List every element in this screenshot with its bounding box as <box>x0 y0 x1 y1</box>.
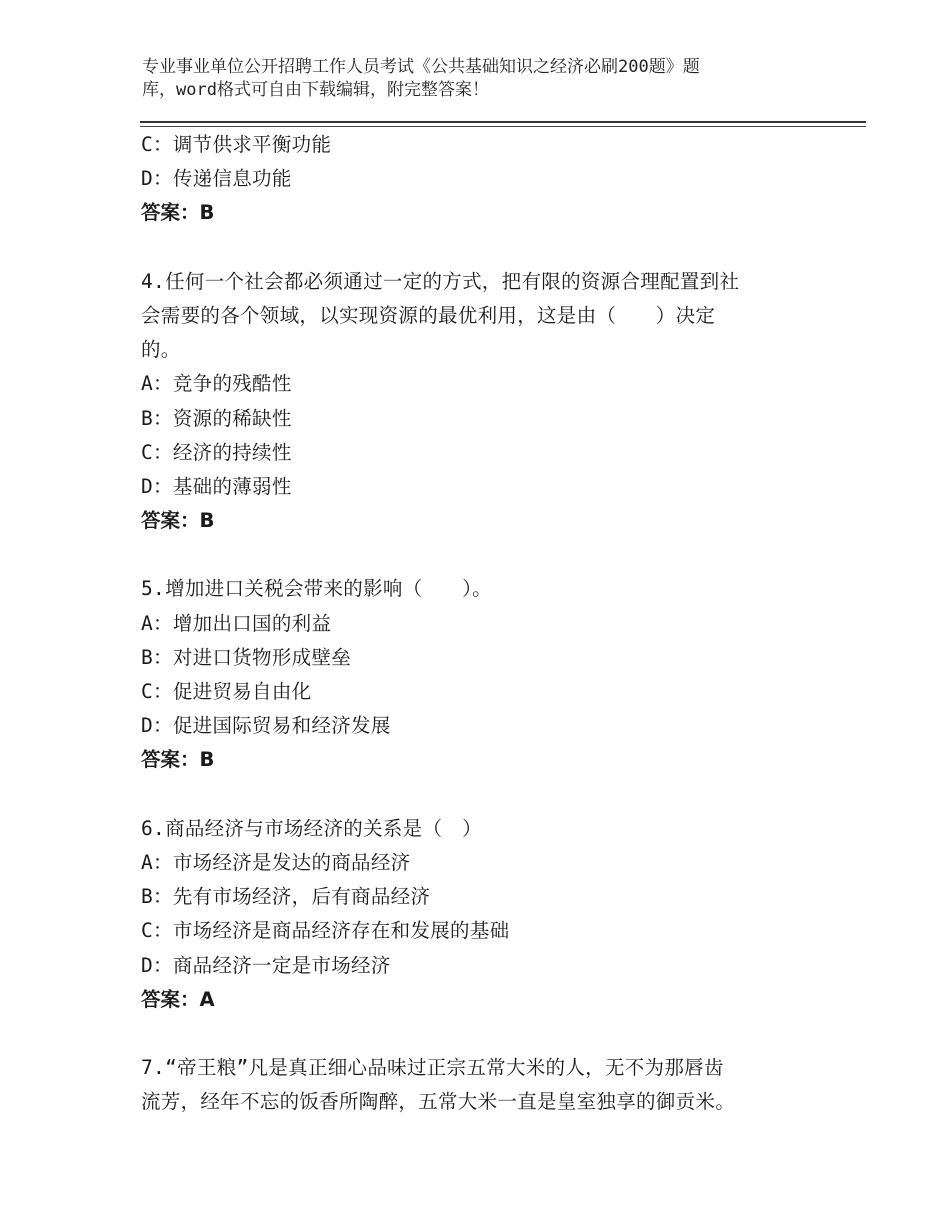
option-d: D：传递信息功能 <box>141 167 292 191</box>
option-d: D：基础的薄弱性 <box>141 474 292 498</box>
option-c: C：市场经济是商品经济存在和发展的基础 <box>141 919 510 943</box>
option-a: A：增加出口国的利益 <box>141 611 332 635</box>
question-stem-line: 6.商品经济与市场经济的关系是（ ） <box>141 816 482 840</box>
option-a: A：竞争的残酷性 <box>141 372 292 396</box>
question-stem-line: 会需要的各个领域，以实现资源的最优利用，这是由（ ）决定 <box>141 303 716 327</box>
question-stem-line: 的。 <box>141 338 181 362</box>
question-stem-line: 流芳，经年不忘的饭香所陶醉，五常大米一直是皇室独享的御贡米。 <box>141 1090 736 1114</box>
answer-line: 答案：B <box>141 509 215 533</box>
question-block-7 <box>141 1051 841 1119</box>
header-line-2: 库，word格式可自由下载编辑，附完整答案！ <box>142 80 489 100</box>
header-line-1: 专业事业单位公开招聘工作人员考试《公共基础知识之经济必刷200题》题 <box>142 57 700 77</box>
question-stem-line: 7.“帝王粮”凡是真正细心品味过正宗五常大米的人，无不为那唇齿 <box>141 1056 724 1080</box>
spacer <box>141 231 841 265</box>
option-b: B：先有市场经济，后有商品经济 <box>141 885 431 909</box>
spacer <box>141 538 841 572</box>
question-stem-line: 5.增加进口关税会带来的影响（ ）。 <box>141 577 492 601</box>
answer-line: 答案：B <box>141 201 215 225</box>
header-divider-thick <box>140 121 866 123</box>
option-b: B：对进口货物形成壁垒 <box>141 645 352 669</box>
option-d: D：商品经济一定是市场经济 <box>141 953 391 977</box>
header-divider-thin <box>140 126 866 127</box>
document-body <box>141 128 841 1119</box>
option-c: C：促进贸易自由化 <box>141 680 312 703</box>
option-b: B：资源的稀缺性 <box>141 406 292 430</box>
question-stem-line: 4.任何一个社会都必须通过一定的方式，把有限的资源合理配置到社 <box>141 269 740 293</box>
option-c: C：调节供求平衡功能 <box>141 133 332 156</box>
question-block-4 <box>141 265 841 539</box>
question-block-6 <box>141 812 841 1017</box>
page-header <box>142 56 782 102</box>
spacer <box>141 778 841 812</box>
spacer <box>141 1017 841 1051</box>
answer-line: 答案：A <box>141 987 215 1011</box>
option-a: A：市场经济是发达的商品经济 <box>141 850 411 874</box>
answer-line: 答案：B <box>141 748 215 772</box>
option-c: C：经济的持续性 <box>141 440 292 464</box>
question-block-5 <box>141 572 841 777</box>
option-d: D：促进国际贸易和经济发展 <box>141 714 391 738</box>
